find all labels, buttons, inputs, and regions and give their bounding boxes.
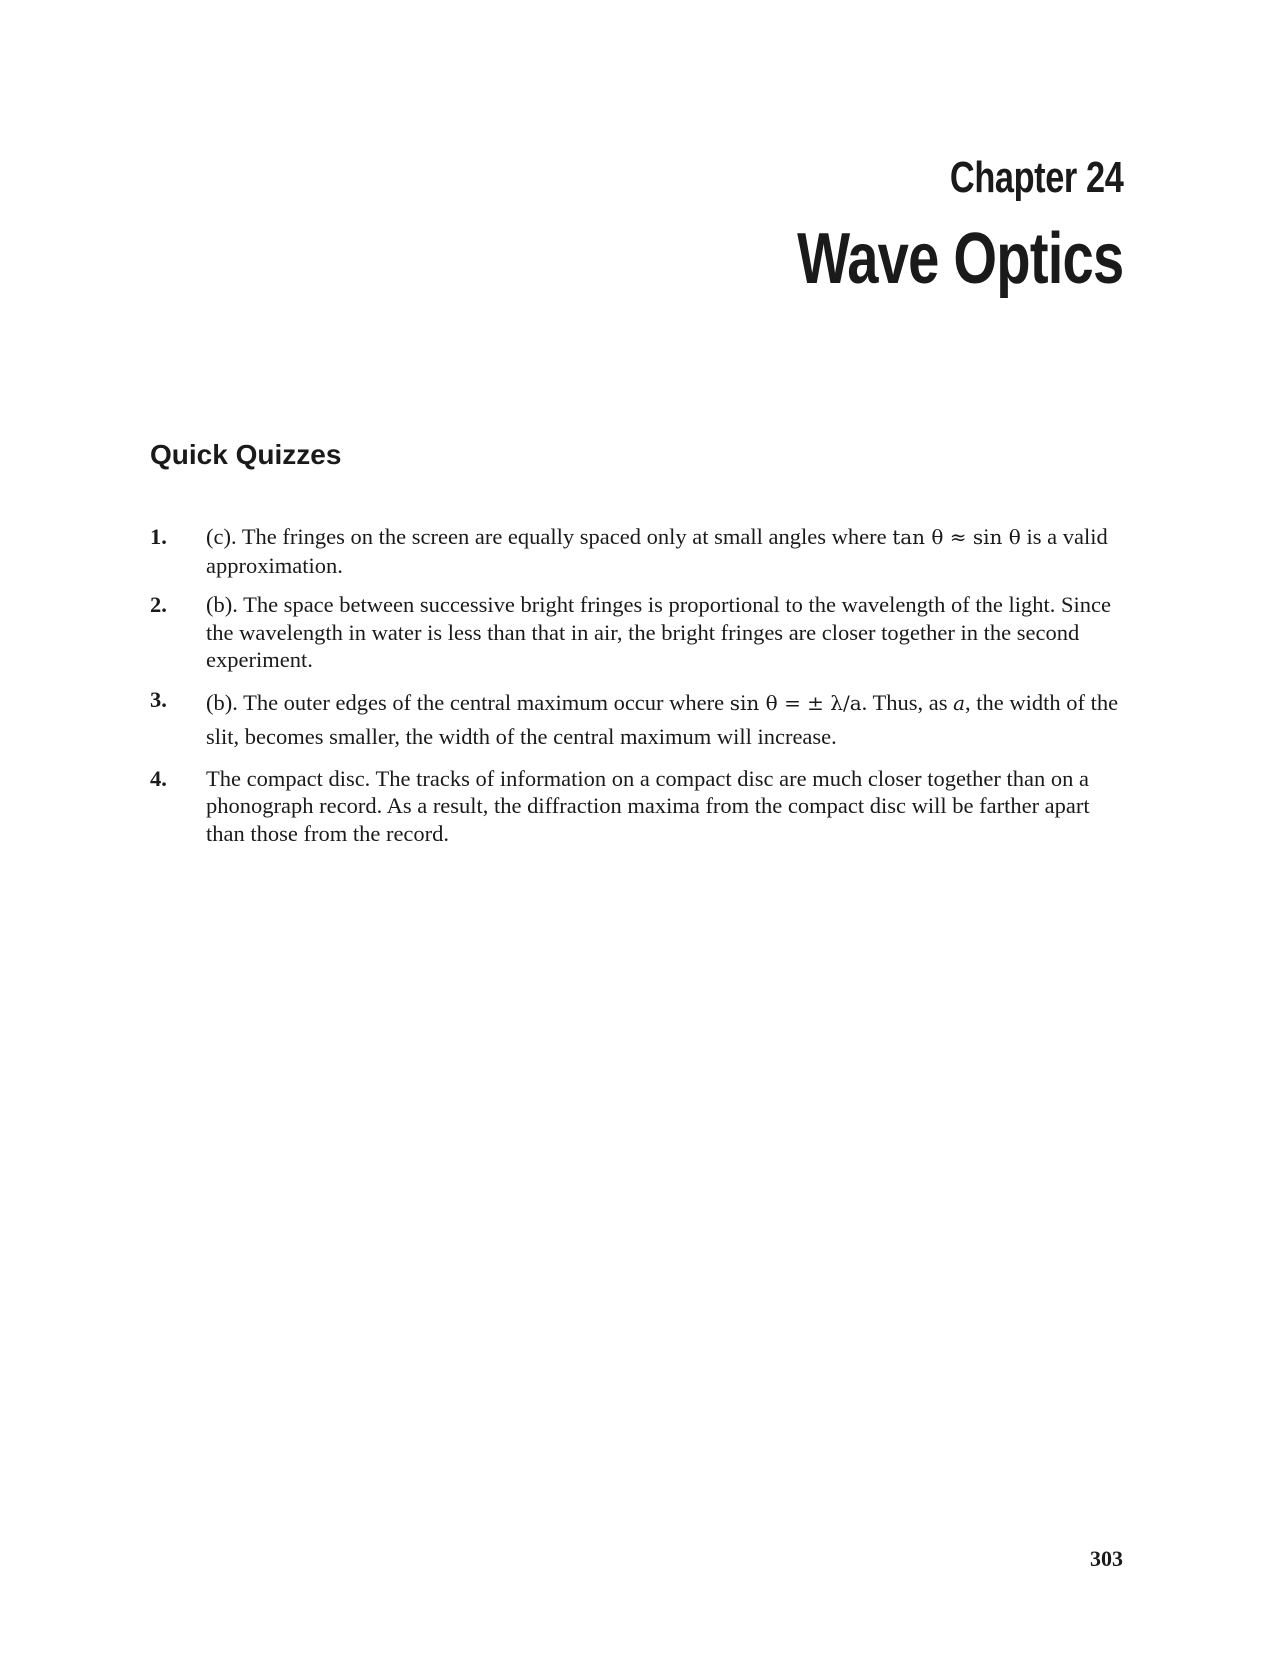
page-number: 303 xyxy=(1090,1546,1123,1571)
answer-text-part: . Thus, as xyxy=(861,689,954,715)
math-variable-italic: a xyxy=(953,690,966,715)
quiz-number: 2. xyxy=(150,592,167,617)
answer-text-part: , the width of the slit, becomes smaller, the width of the central maximum will increase. xyxy=(206,689,1119,749)
quiz-number: 3. xyxy=(150,686,167,712)
math-variable xyxy=(953,691,965,715)
answer-text-part: (c). The fringes on the screen are equally spaced only at small angles where xyxy=(206,524,893,549)
quiz-answer-text: (b). The space between successive bright fringes is proportional to the wavelength of the light. Since the wavelength in water is less than that in air, the bright fringes are closer together in the second experiment. xyxy=(206,592,1111,672)
quiz-item-1 xyxy=(150,523,1126,579)
quiz-item-2 xyxy=(150,591,1126,674)
chapter-label: Chapter 24 xyxy=(949,153,1123,202)
quiz-number: 1. xyxy=(150,524,167,549)
math-expression: tan θ ≈ sin θ xyxy=(892,525,1021,549)
math-expression: sin θ = ± λ/a xyxy=(729,690,862,715)
quiz-answer-text: The compact disc. The tracks of information on a compact disc are much closer together than on a phonograph record. As a result, the diffraction maxima from the compact disc will be farther apart than those from the record. xyxy=(206,765,1090,846)
quiz-list xyxy=(150,523,1126,859)
quiz-answer-text xyxy=(206,686,1126,753)
quiz-item-3 xyxy=(150,686,1126,753)
quiz-number: 4. xyxy=(150,765,167,791)
answer-text-part: is a valid approximation. xyxy=(206,524,1108,578)
answer-text-part: (b). The outer edges of the central maximum occur where xyxy=(206,689,730,715)
quiz-item-4 xyxy=(150,765,1126,848)
chapter-title: Wave Optics xyxy=(796,219,1123,299)
quiz-answer-text xyxy=(206,523,1126,579)
section-heading: Quick Quizzes xyxy=(150,439,342,470)
